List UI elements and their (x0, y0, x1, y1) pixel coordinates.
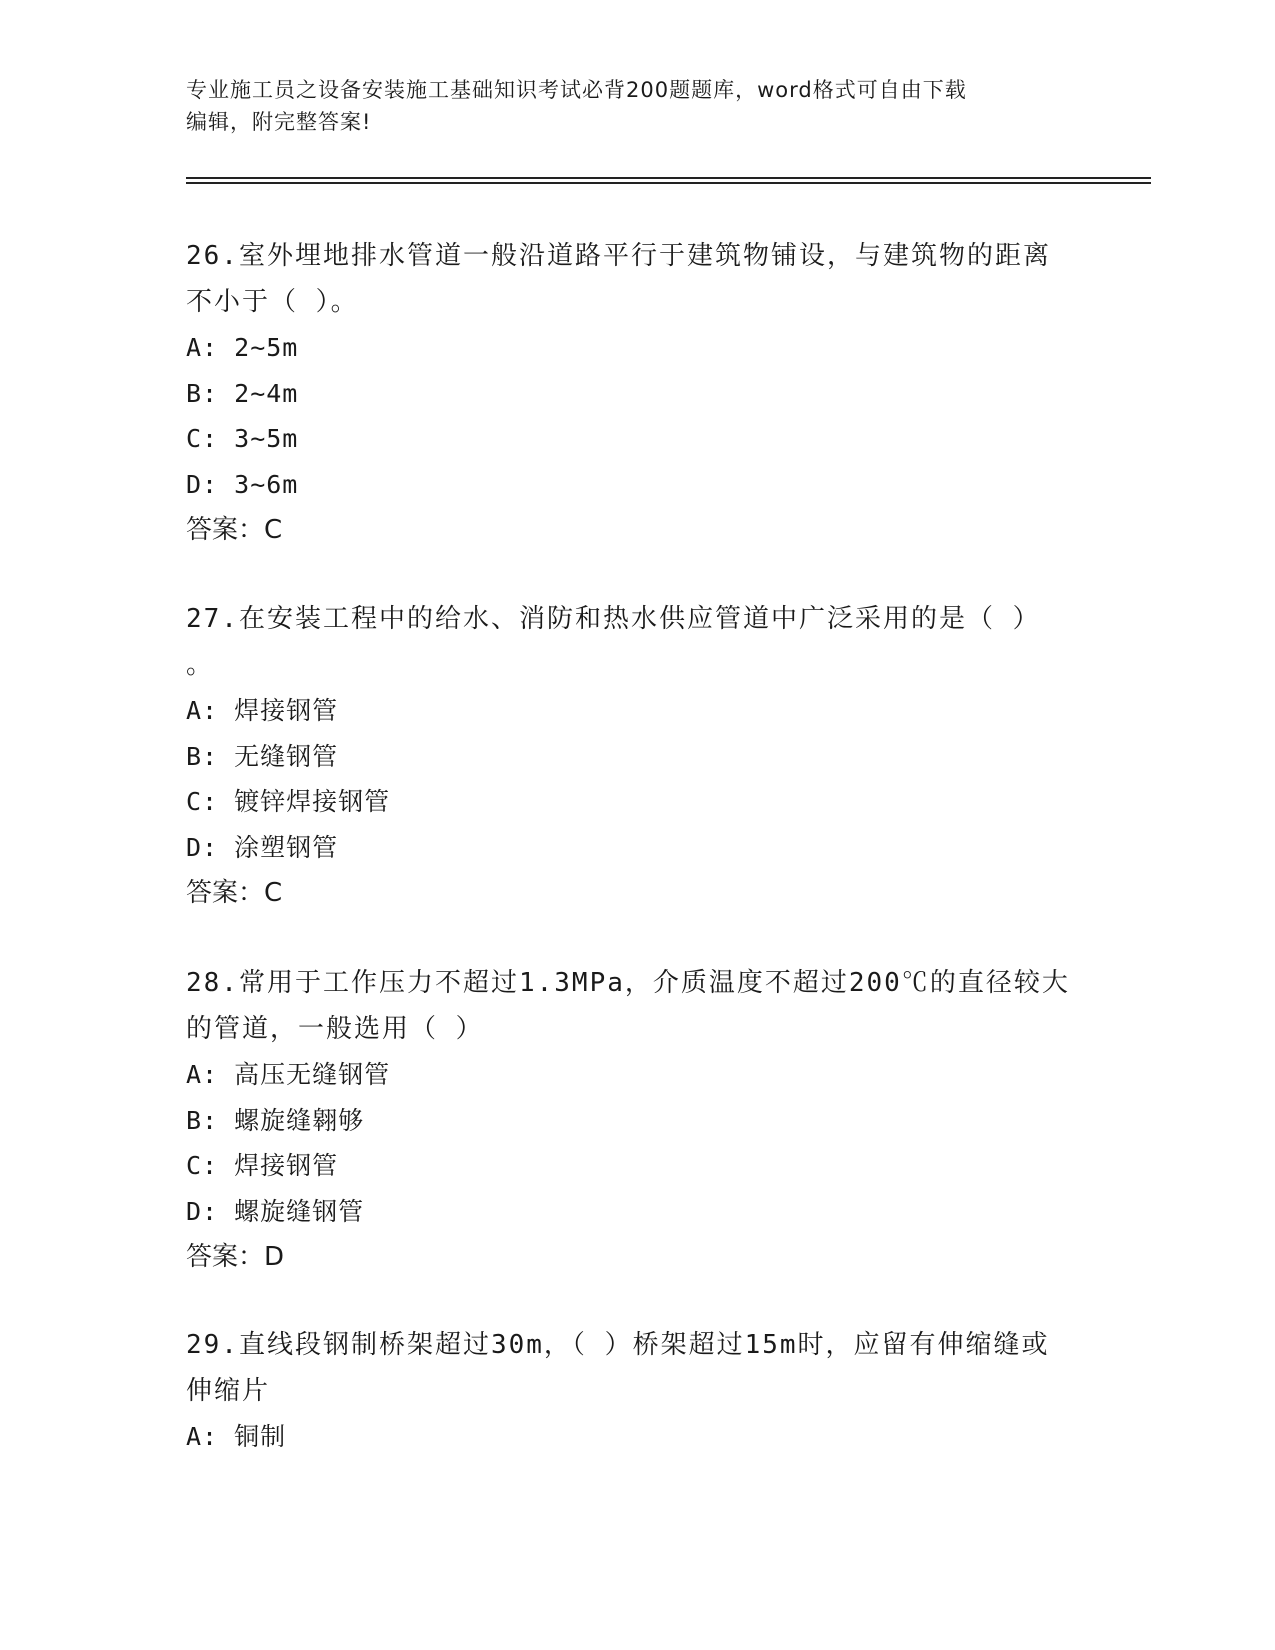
option-a: A: 2~5m (186, 333, 299, 362)
header-divider-top (186, 177, 1151, 179)
answer-line: 答案：C (186, 515, 283, 545)
question-stem-line-2: 不小于（ ）。 (186, 287, 359, 317)
option-c: C: 镀锌焊接钢管 (186, 787, 391, 816)
question-stem-line-1: 27.在安装工程中的给水、消防和热水供应管道中广泛采用的是（ ） (186, 604, 1041, 634)
option-c: C: 3~5m (186, 424, 299, 453)
question-stem-line-2: 。 (186, 650, 215, 680)
option-b: B: 2~4m (186, 378, 299, 408)
question-stem-line-1: 29.直线段钢制桥架超过30m，（ ）桥架超过15m时，应留有伸缩缝或 (186, 1330, 1050, 1360)
option-c: C: 焊接钢管 (186, 1151, 339, 1180)
option-d: D: 螺旋缝钢管 (186, 1196, 365, 1226)
question-28 (186, 960, 1086, 1280)
option-d: D: 涂塑钢管 (186, 832, 339, 862)
question-27 (186, 596, 1086, 916)
header-title-line-1: 专业施工员之设备安装施工基础知识考试必背200题题库，word格式可自由下载 (186, 78, 967, 102)
option-a: A: 焊接钢管 (186, 696, 339, 725)
question-stem-line-2: 伸缩片 (186, 1376, 271, 1406)
option-a: A: 铜制 (186, 1422, 287, 1451)
question-stem-line-2: 的管道，一般选用（ ） (186, 1014, 484, 1044)
answer-line: 答案：D (186, 1242, 285, 1272)
question-29 (186, 1322, 1086, 1460)
question-stem-line-1: 26.室外埋地排水管道一般沿道路平行于建筑物铺设，与建筑物的距离 (186, 241, 1051, 271)
document-header (186, 74, 1086, 138)
header-divider-bottom (186, 182, 1151, 184)
option-b: B: 螺旋缝翱够 (186, 1105, 365, 1135)
question-stem-line-1: 28.常用于工作压力不超过1.3MPa，介质温度不超过200℃的直径较大 (186, 968, 1070, 998)
answer-line: 答案：C (186, 878, 283, 908)
header-title-line-2: 编辑，附完整答案! (186, 110, 372, 134)
option-a: A: 高压无缝钢管 (186, 1060, 391, 1089)
option-d: D: 3~6m (186, 469, 299, 499)
option-b: B: 无缝钢管 (186, 741, 339, 771)
question-26 (186, 233, 1086, 553)
